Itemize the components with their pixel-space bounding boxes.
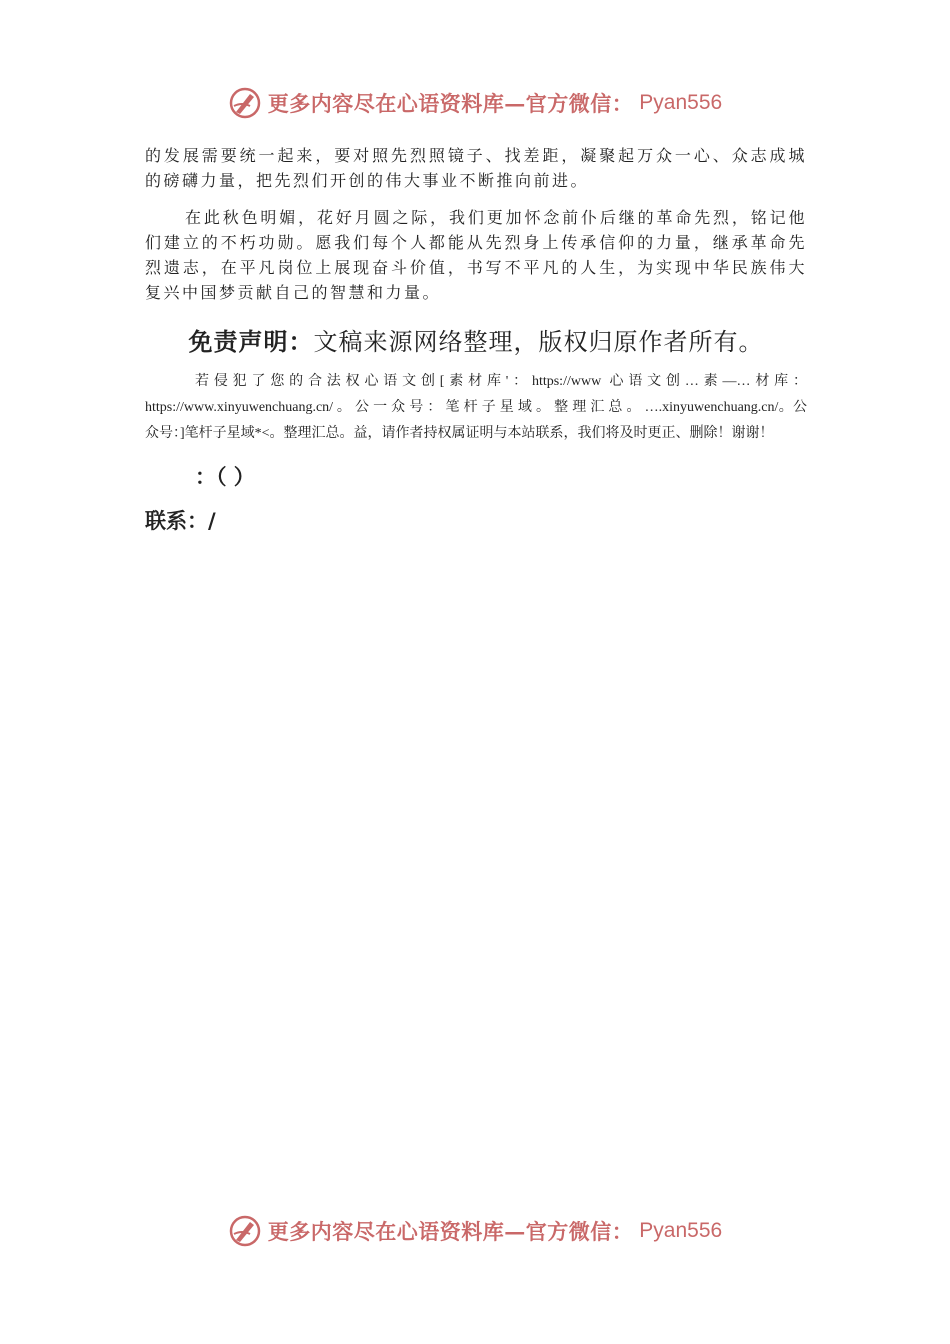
disclaimer-title: [145, 325, 807, 359]
contact-line: 联系：/: [145, 509, 216, 533]
paragraph-1: 的发展需要统一起来，要对照先烈照镜子、找差距，凝聚起万众一心、众志成城的磅礴力量，把先烈们开创的伟大事业不断推向前进。: [145, 146, 807, 190]
quill-logo-icon: [228, 86, 262, 120]
footer-banner: [0, 1211, 950, 1251]
header-wechat-id: Pyan556: [639, 91, 723, 114]
footer-text: 更多内容尽在心语资料库—官方微信：: [267, 1219, 634, 1244]
header-banner: [0, 83, 950, 123]
source-line: ：（ ）: [195, 465, 255, 489]
document-body: [145, 143, 807, 535]
disclaimer-title-rest: 文稿来源网络整理，版权归原作者所有。: [313, 328, 764, 356]
quill-logo-icon: [228, 1214, 262, 1248]
header-text: 更多内容尽在心语资料库—官方微信：: [267, 91, 634, 116]
footer-wechat-id: Pyan556: [639, 1219, 723, 1242]
paragraph-2: 在此秋色明媚，花好月圆之际，我们更加怀念前仆后继的革命先烈，铭记他们建立的不朽功勋。愿我们每个人都能从先烈身上传承信仰的力量，继承革命先烈遗志，在平凡岗位上展现奋斗价值，书写不平凡的人生，为实现中华民族伟大复兴中国梦贡献自己的智慧和力量。: [145, 208, 807, 302]
disclaimer-body: 若侵犯了您的合法权心语文创[素材库'：https://www 心语文创…素—…材库：https://www.xinyuwenchuang.cn/ 。 公 一 众 号 ： 笔 杆 子 星 域 。 整 理 汇 总 。 ….xinyuwenchuang.cn/。公众号：]笔杆子星域*<。整理汇总。益，请作者持权属证明与本站联系，我们将及时更正、删除！谢谢！: [145, 374, 807, 441]
disclaimer-title-bold: 免责声明：: [188, 328, 314, 356]
